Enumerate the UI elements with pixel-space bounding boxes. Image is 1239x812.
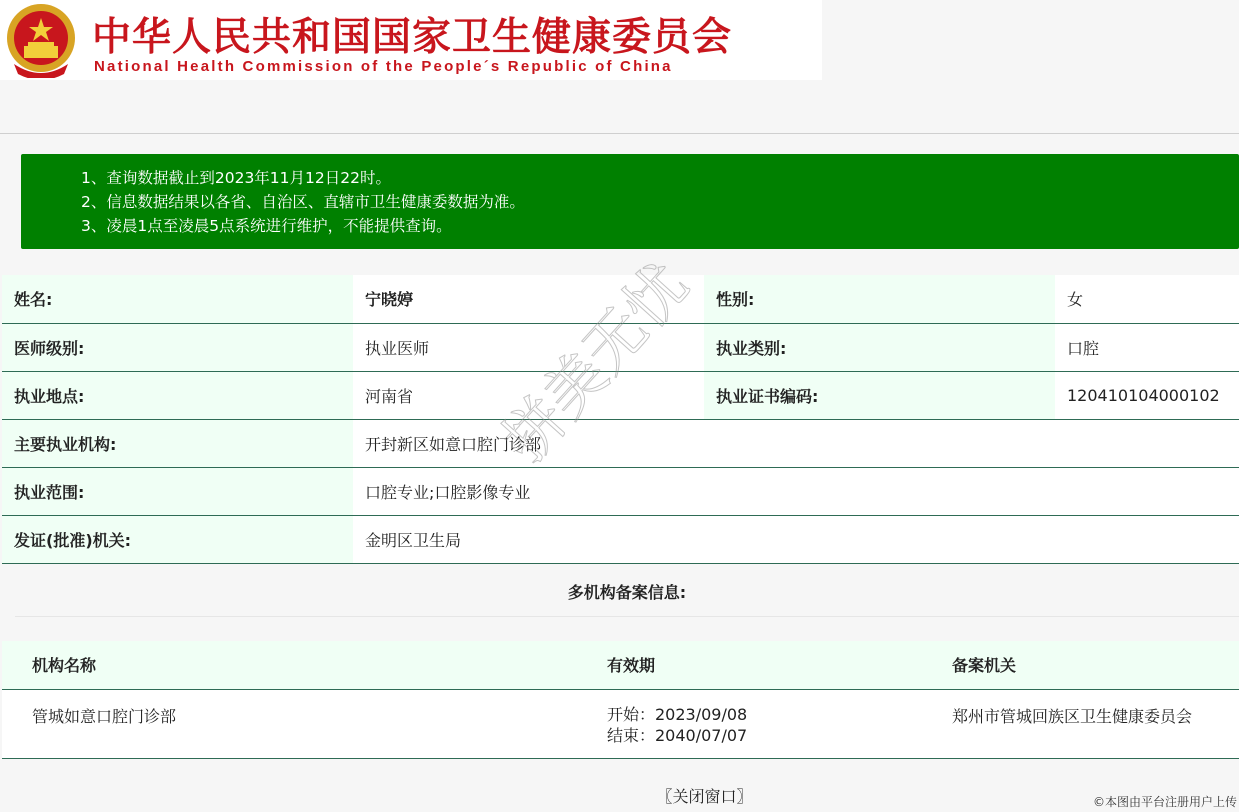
divider bbox=[0, 133, 1239, 134]
level-label: 医师级别: bbox=[2, 323, 353, 371]
scope-label: 执业范围: bbox=[2, 467, 353, 515]
table-row bbox=[2, 323, 1239, 371]
level-value: 执业医师 bbox=[353, 323, 704, 371]
site-title-en: National Health Commission of the People´s Republic of China bbox=[94, 58, 673, 75]
issuer-value: 金明区卫生局 bbox=[353, 515, 1239, 563]
validity-cell bbox=[577, 689, 922, 758]
category-value: 口腔 bbox=[1055, 323, 1239, 371]
org-label: 主要执业机构: bbox=[2, 419, 353, 467]
col-header-org: 机构名称 bbox=[2, 641, 577, 689]
table-header-row bbox=[2, 641, 1239, 689]
close-window-link[interactable]: 〖关闭窗口〗 bbox=[656, 787, 753, 806]
cert-label: 执业证书编码: bbox=[704, 371, 1055, 419]
start-date: 开始：2023/09/08 bbox=[607, 704, 748, 724]
multi-org-title: 多机构备案信息: bbox=[15, 568, 1239, 617]
upload-credit: ©本图由平台注册用户上传 bbox=[1092, 795, 1237, 809]
org-value: 开封新区如意口腔门诊部 bbox=[353, 419, 1239, 467]
notice-banner bbox=[21, 154, 1239, 249]
site-header bbox=[0, 0, 822, 80]
table-row bbox=[2, 515, 1239, 563]
site-title-cn: 中华人民共和国国家卫生健康委员会 bbox=[92, 14, 733, 60]
category-label: 执业类别: bbox=[704, 323, 1055, 371]
table-row bbox=[2, 371, 1239, 419]
scope-value: 口腔专业;口腔影像专业 bbox=[353, 467, 1239, 515]
doctor-info-table bbox=[2, 275, 1239, 564]
notice-line: 3、凌晨1点至凌晨5点系统进行维护，不能提供查询。 bbox=[81, 217, 452, 235]
col-header-authority: 备案机关 bbox=[922, 641, 1239, 689]
place-label: 执业地点: bbox=[2, 371, 353, 419]
place-value: 河南省 bbox=[353, 371, 704, 419]
notice-line: 1、查询数据截止到2023年11月12日22时。 bbox=[81, 169, 391, 187]
issuer-label: 发证(批准)机关: bbox=[2, 515, 353, 563]
table-row bbox=[2, 689, 1239, 758]
name-value: 宁晓婷 bbox=[353, 275, 704, 323]
notice-line: 2、信息数据结果以各省、自治区、直辖市卫生健康委数据为准。 bbox=[81, 193, 525, 211]
authority-cell: 郑州市管城回族区卫生健康委员会 bbox=[922, 689, 1239, 758]
col-header-validity: 有效期 bbox=[577, 641, 922, 689]
org-name-cell: 管城如意口腔门诊部 bbox=[2, 689, 577, 758]
gender-label: 性别: bbox=[704, 275, 1055, 323]
table-row bbox=[2, 467, 1239, 515]
multi-org-table bbox=[2, 641, 1239, 759]
end-date: 结束：2040/07/07 bbox=[607, 725, 748, 745]
name-label: 姓名: bbox=[2, 275, 353, 323]
table-row bbox=[2, 419, 1239, 467]
national-emblem-icon bbox=[4, 2, 78, 78]
gender-value: 女 bbox=[1055, 275, 1239, 323]
table-row bbox=[2, 275, 1239, 323]
cert-value: 120410104000102 bbox=[1055, 371, 1239, 419]
